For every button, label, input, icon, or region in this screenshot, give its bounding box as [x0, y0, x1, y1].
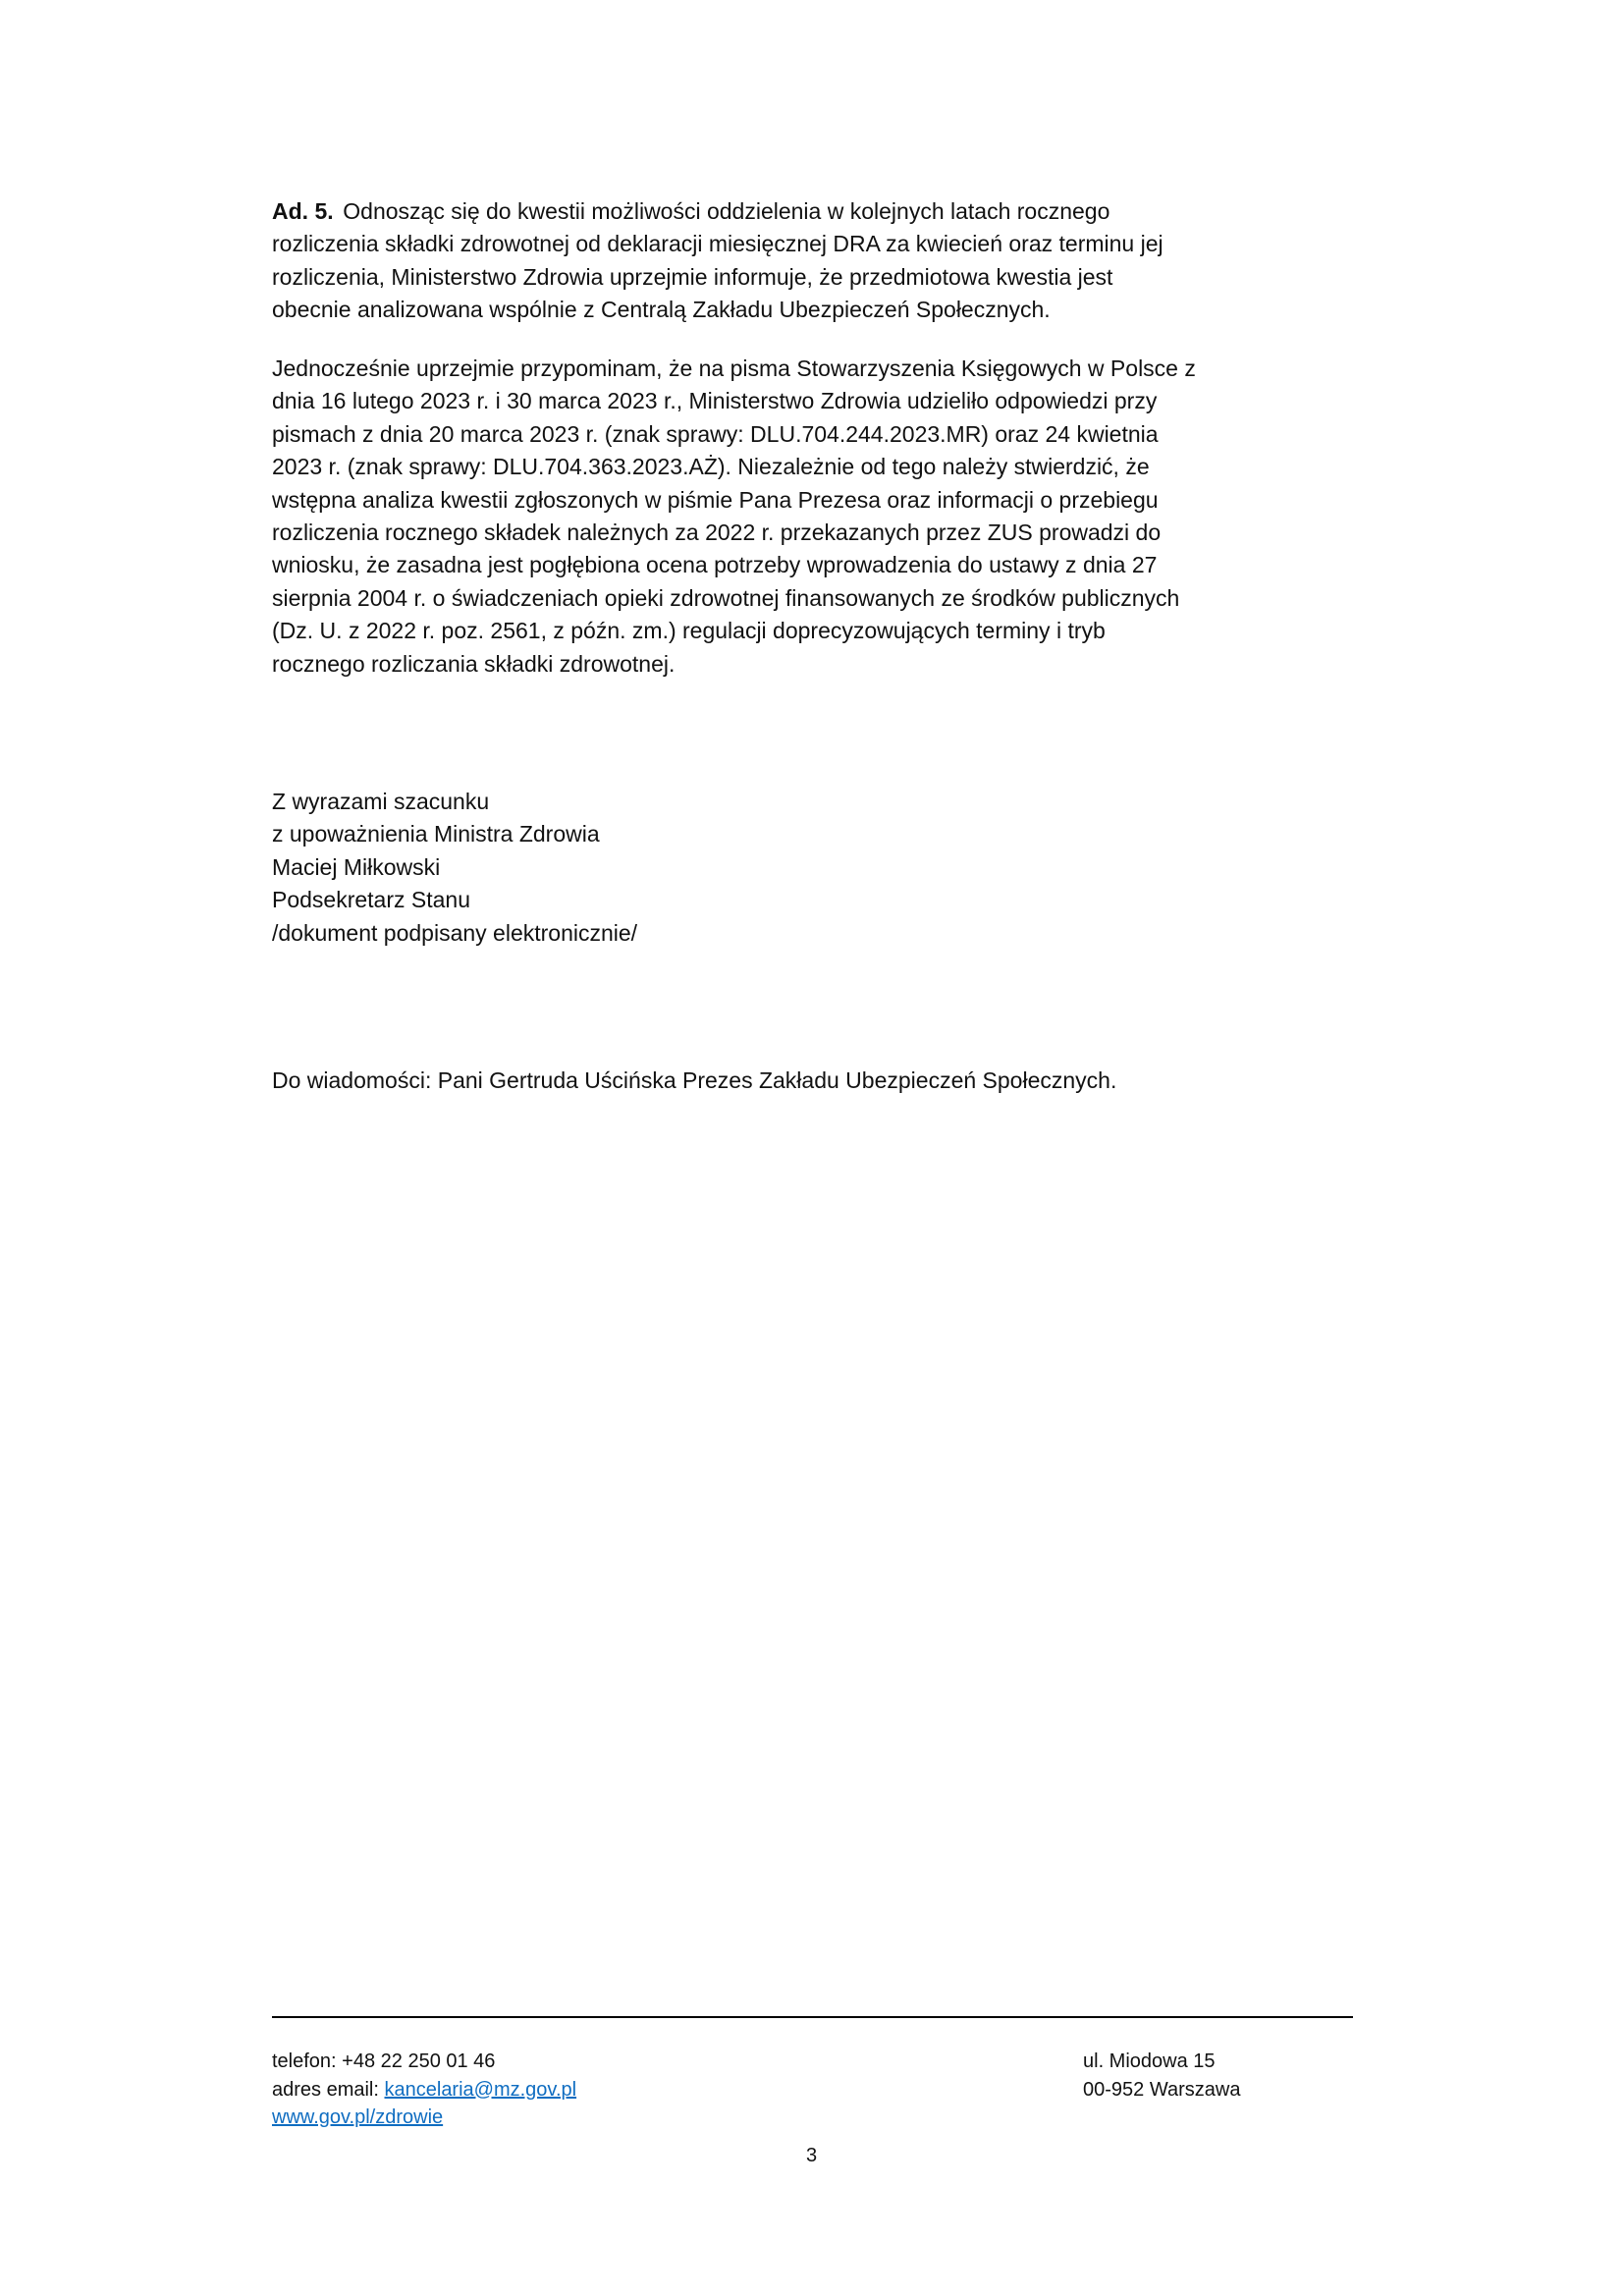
body-line: 2023 r. (znak sprawy: DLU.704.363.2023.AŻ). Niezależnie od tego należy stwierdzić, że	[272, 454, 1150, 480]
signer-title: Podsekretarz Stanu	[272, 887, 471, 913]
body-line: (Dz. U. z 2022 r. poz. 2561, z późn. zm.) regulacji doprecyzowujących terminy i tryb	[272, 618, 1106, 644]
authorization-line: z upoważnienia Ministra Zdrowia	[272, 821, 600, 847]
paragraph-reminder	[272, 353, 1196, 681]
body-line: rozliczenia rocznego składek należnych za 2022 r. przekazanych przez ZUS prowadzi do	[272, 519, 1162, 546]
footer-contact-block	[272, 2048, 576, 2132]
body-line: Jednocześnie uprzejmie przypominam, że na pisma Stowarzyszenia Księgowych w Polsce z	[272, 355, 1196, 381]
body-line: sierpnia 2004 r. o świadczeniach opieki zdrowotnej finansowanych ze środków publicznych	[272, 584, 1180, 611]
page-number: 3	[805, 2145, 818, 2166]
electronic-signature-note: /dokument podpisany elektronicznie/	[272, 919, 638, 946]
body-line: rozliczenia, Ministerstwo Zdrowia uprzejmie informuje, że przedmiotowa kwestia jest	[272, 263, 1113, 290]
footer-address-block	[1083, 2048, 1240, 2104]
signer-name: Maciej Miłkowski	[272, 853, 441, 880]
cc-line	[272, 1065, 1116, 1097]
footer-website-line	[272, 2104, 576, 2132]
body-line: pismach z dnia 20 marca 2023 r. (znak sprawy: DLU.704.244.2023.MR) oraz 24 kwietnia	[272, 420, 1159, 447]
body-line	[272, 195, 1163, 228]
closing-phrase: Z wyrazami szacunku	[272, 789, 490, 814]
footer-address-city: 00-952 Warszawa	[1083, 2078, 1241, 2101]
paragraph-lead: Ad. 5.	[272, 198, 334, 224]
website-link[interactable]: www.gov.pl/zdrowie	[272, 2106, 444, 2128]
footer-divider	[272, 2016, 1353, 2018]
footer-email-line	[272, 2076, 576, 2105]
body-line: obecnie analizowana wspólnie z Centralą Zakładu Ubezpieczeń Społecznych.	[272, 297, 1051, 323]
signature-block	[272, 786, 637, 950]
body-line: wniosku, że zasadna jest pogłębiona ocena potrzeby wprowadzenia do ustawy z dnia 27	[272, 552, 1158, 578]
email-link[interactable]: kancelaria@mz.gov.pl	[384, 2078, 577, 2101]
body-line: rocznego rozliczania składki zdrowotnej.	[272, 650, 676, 677]
body-line-text: Odnosząc się do kwestii możliwości oddzielenia w kolejnych latach rocznego	[343, 198, 1110, 224]
footer-email-label: adres email:	[272, 2078, 385, 2101]
body-line: dnia 16 lutego 2023 r. i 30 marca 2023 r., Ministerstwo Zdrowia udzieliło odpowiedzi przy	[272, 388, 1158, 414]
paragraph-ad5	[272, 195, 1163, 327]
footer-phone: telefon: +48 22 250 01 46	[272, 2050, 496, 2072]
cc-text: Do wiadomości: Pani Gertruda Uścińska Prezes Zakładu Ubezpieczeń Społecznych.	[272, 1067, 1117, 1093]
body-line: wstępna analiza kwestii zgłoszonych w piśmie Pana Prezesa oraz informacji o przebiegu	[272, 486, 1159, 513]
footer-address-street: ul. Miodowa 15	[1083, 2050, 1216, 2072]
body-line: rozliczenia składki zdrowotnej od deklaracji miesięcznej DRA za kwiecień oraz terminu jej	[272, 231, 1163, 257]
